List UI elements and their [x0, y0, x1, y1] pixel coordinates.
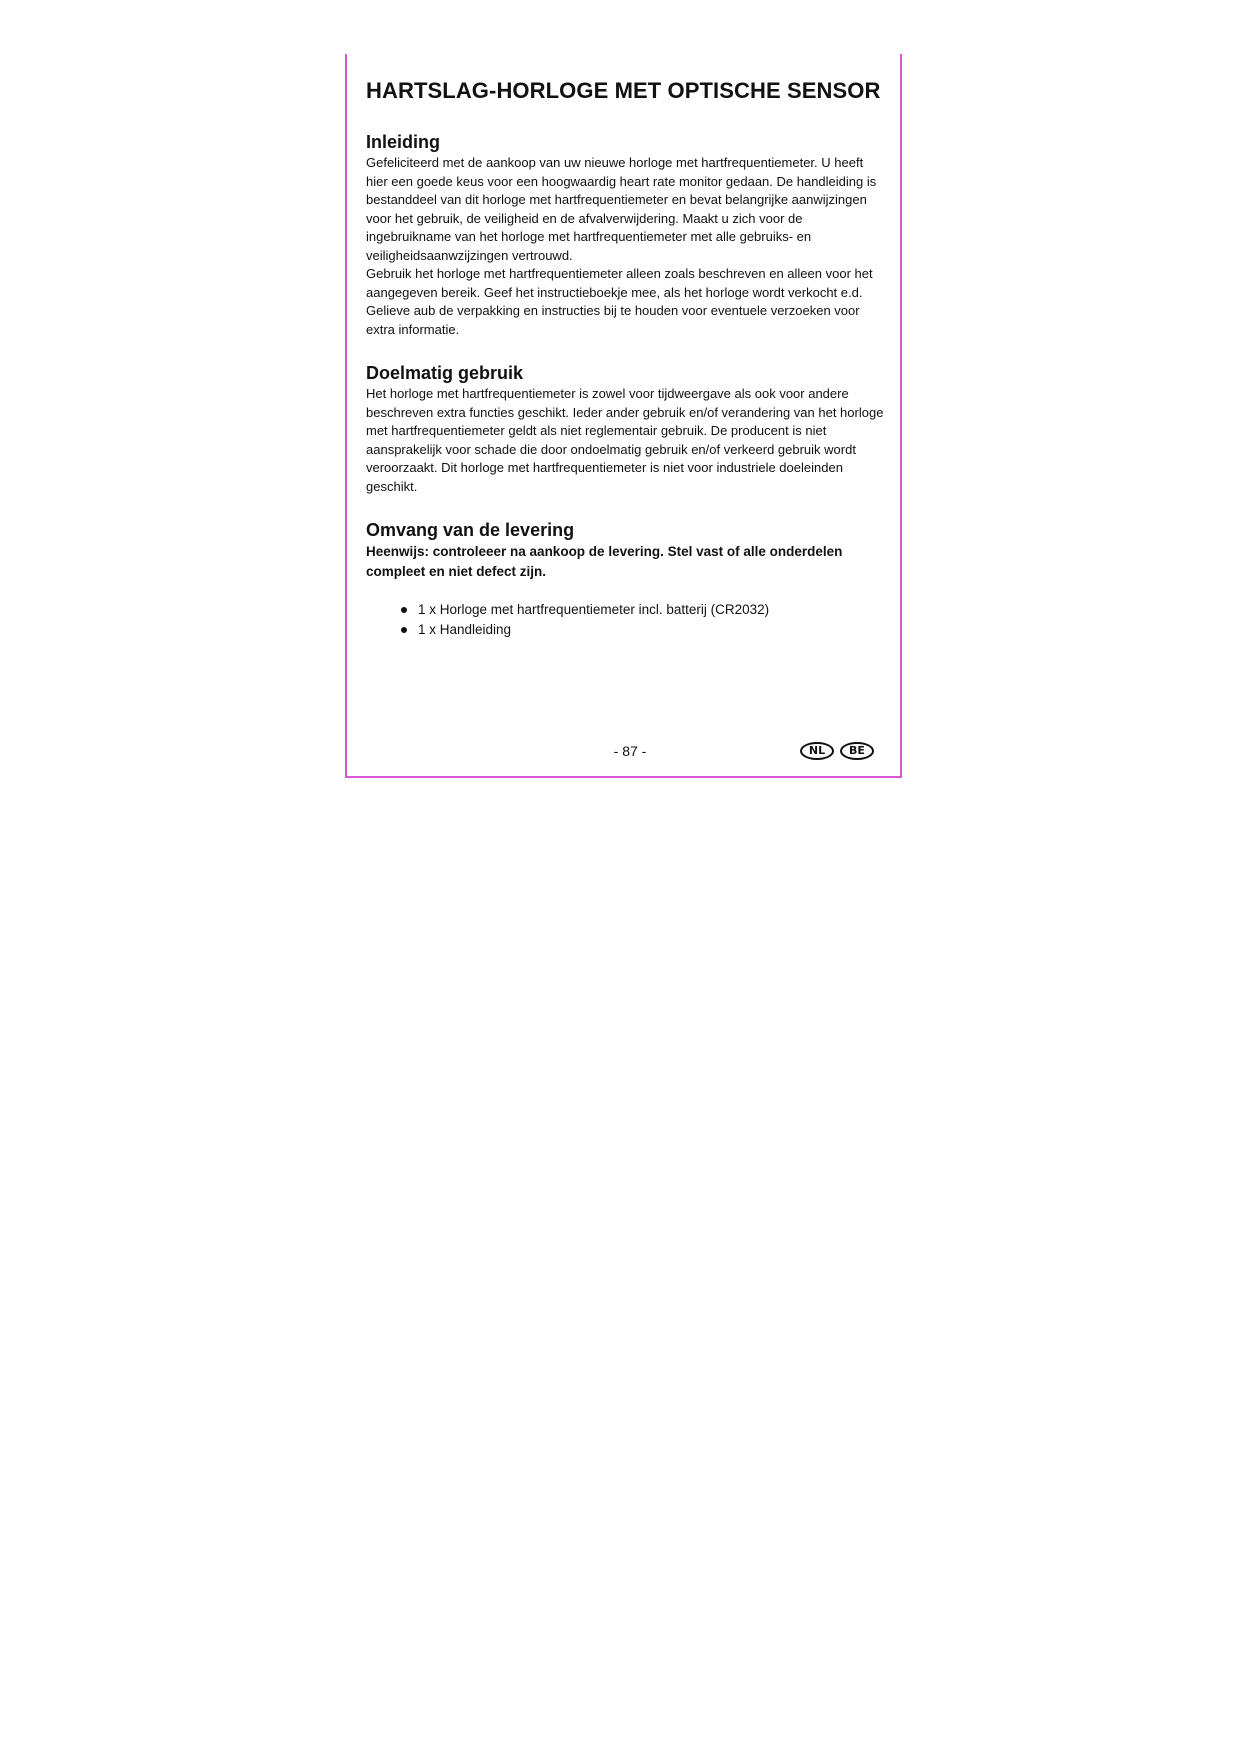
section-heading: Inleiding	[366, 132, 440, 152]
bullet-icon	[401, 627, 407, 633]
section-omvang-levering	[366, 518, 886, 640]
document-content	[366, 76, 886, 662]
list-item	[401, 620, 886, 640]
document-title: HARTSLAG-HORLOGE MET OPTISCHE SENSOR	[366, 78, 881, 103]
delivery-list	[366, 600, 886, 640]
list-item-text: 1 x Handleiding	[418, 622, 512, 637]
paragraph: Gebruik het horloge met hartfrequentiemeter alleen zoals beschreven en alleen voor het aangegeven bereik. Geef het instructieboekje mee, als het horloge wordt verkocht e.d. Gelieve aub de verpakking en instructies bij te houden voor eventuele verzoeken voor extra informatie.	[366, 266, 873, 337]
section-doelmatig-gebruik	[366, 361, 886, 496]
paragraph: Het horloge met hartfrequentiemeter is zowel voor tijdweergave als ook voor andere beschreven extra functies geschikt. Ieder ander gebruik en/of verandering van het horloge met hartfrequentiemeter geldt als niet reglementair gebruik. De producent is niet aansprakelijk voor schade die door ondoelmatig gebruik en/of verkeerd gebruik wordt veroorzaakt. Dit horloge met hartfrequentiemeter is niet voor industriele doeleinden geschikt.	[366, 386, 884, 494]
list-item	[401, 600, 886, 620]
language-badges	[800, 742, 874, 760]
page-number: - 87 -	[613, 743, 647, 759]
section-inleiding	[366, 130, 886, 339]
section-heading: Omvang van de levering	[366, 520, 575, 540]
notice-text: Heenwijs: controleeer na aankoop de levering. Stel vast of alle onderdelen compleet en niet defect zijn.	[366, 544, 843, 579]
section-heading: Doelmatig gebruik	[366, 363, 524, 383]
bullet-icon	[401, 607, 407, 613]
language-badge-be: BE	[840, 742, 874, 760]
language-badge-nl: NL	[800, 742, 834, 760]
paragraph: Gefeliciteerd met de aankoop van uw nieuwe horloge met hartfrequentiemeter. U heeft hier een goede keus voor een hoogwaardig heart rate monitor gedaan. De handleiding is bestanddeel van dit horloge met hartfrequentiemeter en bevat belangrijke aanwijzingen voor het gebruik, de veiligheid en de afvalverwijdering. Maakt u zich voor de ingebruikname van het horloge met hartfrequentiemeter met alle gebruiks- en veiligheidsaanwzijzingen vertrouwd.	[366, 155, 877, 263]
list-item-text: 1 x Horloge met hartfrequentiemeter incl. batterij (CR2032)	[418, 602, 770, 617]
